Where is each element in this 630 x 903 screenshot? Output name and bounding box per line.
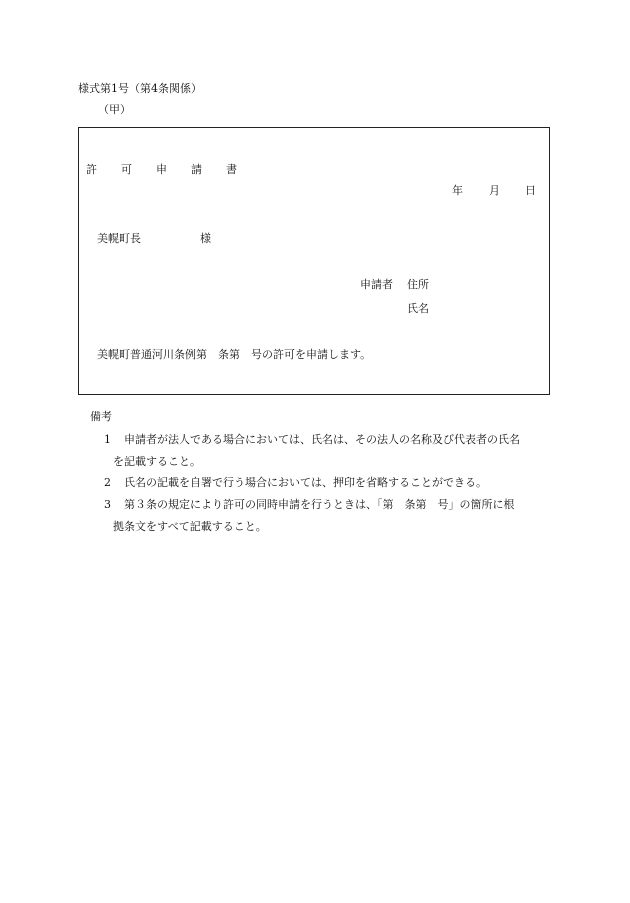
form-variant-label: （甲） <box>98 103 131 116</box>
remarks-heading: 備考 <box>90 410 112 423</box>
remark-note-3-continued: 拠条文をすべて記載すること。 <box>113 520 267 533</box>
applicant-address-label: 住所 <box>407 278 429 291</box>
date-field-row <box>452 185 536 196</box>
date-day-label: 日 <box>525 184 536 197</box>
document-title: 許可申請書 <box>86 163 261 176</box>
remark-note-number: 3 <box>104 498 111 511</box>
addressee-honorific: 様 <box>200 232 211 245</box>
addressee-name: 美幌町長 <box>97 232 141 245</box>
applicant-label: 申請者 <box>360 278 393 291</box>
applicant-name-label: 氏名 <box>407 302 429 315</box>
date-year-label: 年 <box>452 184 463 197</box>
remark-note-1-continued: を記載すること。 <box>113 455 201 468</box>
remark-note-number: 2 <box>104 476 111 489</box>
remark-note-text: 氏名の記載を自署で行う場合においては、押印を省略することができる。 <box>124 476 487 489</box>
remark-note-text: 第３条の規定により許可の同時申請を行うときは、「第 条第 号」の箇所に根 <box>124 498 515 511</box>
form-number-heading: 様式第1号（第4条関係） <box>78 82 202 95</box>
remark-note-text: 申請者が法人である場合においては、氏名は、その法人の名称及び代表者の氏名 <box>124 433 520 446</box>
date-month-label: 月 <box>489 184 500 197</box>
remark-note-number: 1 <box>104 433 111 446</box>
application-statement: 美幌町普通河川条例第 条第 号の許可を申請します。 <box>97 348 372 361</box>
